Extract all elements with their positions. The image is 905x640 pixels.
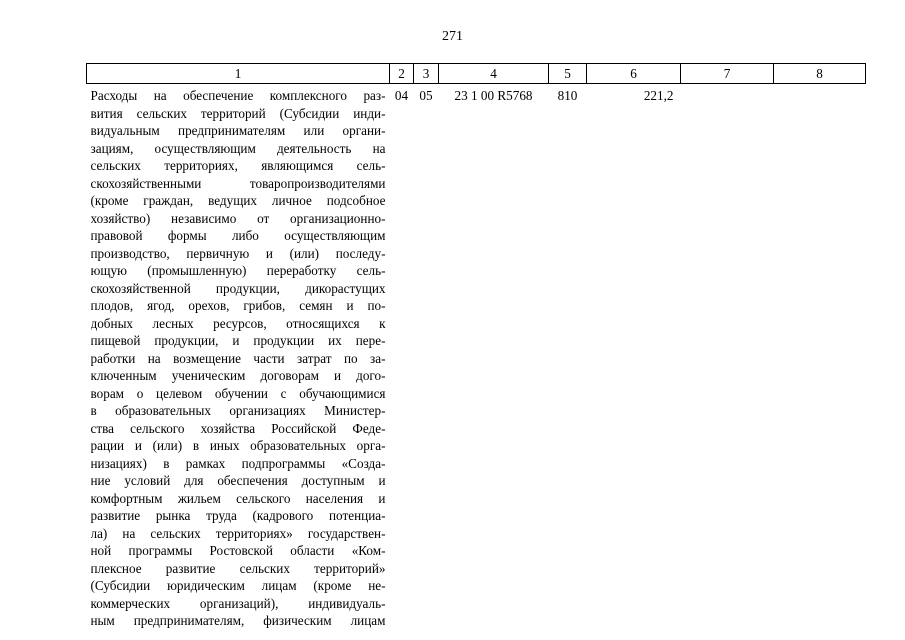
description-line: ключенным ученическим договорам и дого-: [90, 368, 386, 383]
column-8-value: [774, 84, 866, 630]
description-line: ства сельского хозяйства Российской Феде-: [90, 420, 386, 436]
column-header-1: 1: [87, 64, 390, 84]
description-line: плексное развитие сельских территорий»: [90, 560, 386, 576]
column-header-3: 3: [414, 64, 439, 84]
header-row: [87, 64, 866, 84]
description-line: Расходы на обеспечение комплексного раз-: [90, 88, 386, 103]
description-line: коммерческих организаций), индивидуаль-: [90, 595, 386, 611]
description-line: ние условий для обеспечения доступным и: [90, 473, 386, 488]
column-header-4: 4: [439, 64, 549, 84]
expense-type-code: 810: [557, 88, 578, 103]
description-line: рации и (или) в иных образовательных орга-: [90, 438, 386, 453]
column-header-6: 6: [587, 64, 681, 84]
table-row: [87, 84, 866, 630]
description-line: комфортным жильем сельского населения и: [90, 490, 386, 506]
target-article-code: 23 1 00 R5768: [454, 88, 533, 103]
description-line: хозяйство) независимо от организационно-: [90, 210, 386, 226]
description-line: ла) на сельских территориях» государствен-: [90, 525, 386, 541]
description-line: в образовательных организациях Министер-: [90, 403, 386, 418]
description-line: зациям, осуществляющим деятельность на: [90, 140, 386, 156]
column-header-7: 7: [681, 64, 774, 84]
description-line: ющую (промышленную) переработку сель-: [90, 263, 386, 278]
description-line: скохозяйственными товаропроизводителями: [90, 175, 386, 191]
description-line: сельских территориях, являющимся сель-: [90, 158, 386, 173]
description-line: ной программы Ростовской области «Ком-: [90, 543, 386, 558]
column-header-5: 5: [549, 64, 587, 84]
description-line: плодов, ягод, орехов, грибов, семян и по-: [90, 298, 386, 313]
description-line: ным предпринимателям, физическим лицам: [90, 613, 386, 628]
description-line: видуальным предпринимателям или органи-: [90, 123, 386, 138]
column-7-value: [681, 84, 774, 630]
description-line: (Субсидии юридическим лицам (кроме не-: [90, 578, 386, 593]
description-line: ворам о целевом обучении с обучающимися: [90, 385, 386, 401]
description-line: производство, первичную и (или) последу-: [90, 245, 386, 261]
description-line: работки на возмещение части затрат по за-: [90, 350, 386, 366]
subsection-code: 05: [419, 88, 433, 103]
description-line: добных лесных ресурсов, относящихся к: [90, 315, 386, 331]
description-line: правовой формы либо осуществляющим: [90, 228, 386, 243]
description-line: низациях) в рамках подпрограммы «Созда-: [90, 455, 386, 471]
description-line: пищевой продукции, и продукции их пере-: [90, 333, 386, 348]
column-header-8: 8: [774, 64, 866, 84]
section-code: 04: [394, 88, 409, 103]
budget-table: [86, 63, 866, 630]
description-line: скохозяйственной продукции, дикорастущих: [90, 280, 386, 296]
column-header-2: 2: [390, 64, 414, 84]
description-line: (кроме граждан, ведущих личное подсобное: [90, 193, 386, 208]
page-number: 271: [442, 29, 463, 44]
description-line: вития сельских территорий (Субсидии инди-: [90, 105, 386, 121]
amount-value: 221,2: [643, 88, 674, 103]
description-line: развитие рынка труда (кадрового потенциа-: [90, 508, 386, 523]
expense-description: [87, 84, 390, 630]
